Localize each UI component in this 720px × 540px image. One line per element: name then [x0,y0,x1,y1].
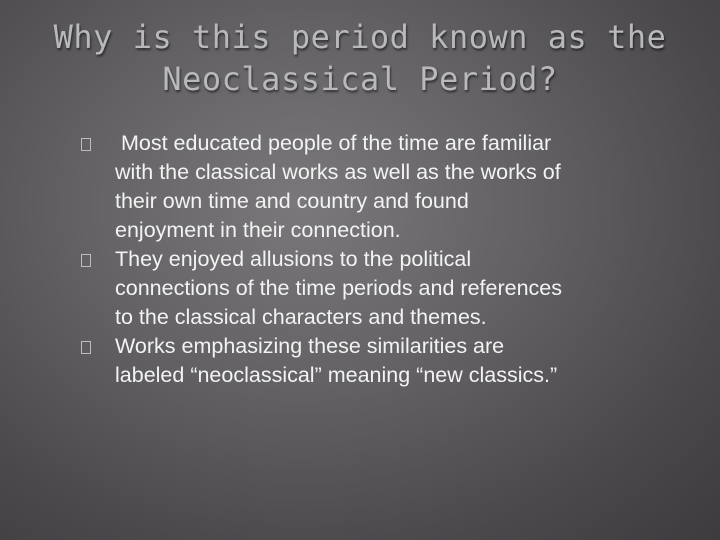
bullet-line: with the classical works as well as the works of [115,160,561,184]
square-bullet-icon [81,341,91,354]
square-bullet-icon [81,254,91,267]
bullet-line: enjoyment in their connection. [115,218,401,242]
bullet-line: to the classical characters and themes. [115,305,487,329]
bullet-line: Works emphasizing these similarities are [115,334,505,358]
slide-title [40,16,680,100]
bullet-list [0,129,720,390]
bullet-line: connections of the time periods and references [115,276,562,300]
bullet-line: their own time and country and found [115,189,469,213]
bullet-line: Most educated people of the time are familiar [115,131,552,155]
slide-title-line-1: Why is this period known as the [53,18,667,56]
bullet-item-3 [0,332,720,390]
square-bullet-icon [81,138,91,151]
bullet-line: labeled “neoclassical” meaning “new classics.” [115,363,558,387]
bullet-item-1 [0,129,720,245]
bullet-line: They enjoyed allusions to the political [115,247,472,271]
bullet-item-2 [0,245,720,332]
slide-title-line-2: Neoclassical Period? [162,60,558,98]
